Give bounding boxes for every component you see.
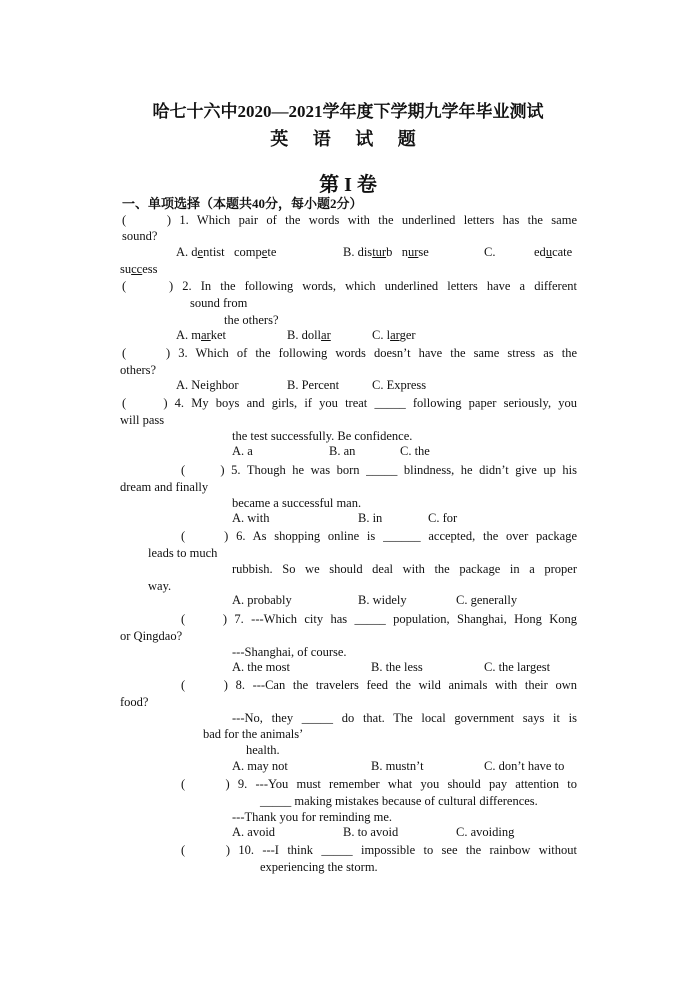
question-7-line-2: or Qingdao? [120, 629, 183, 643]
question-8-line-5: health. [246, 743, 280, 757]
question-4-option-c: C. the [400, 444, 430, 458]
question-3-option-a: A. Neighbor [176, 378, 239, 392]
question-6-line-2: leads to much [148, 546, 218, 560]
question-8-line-1: ( ) 8. ---Can the travelers feed the wild animals with their own [181, 678, 577, 692]
question-5-option-a: A. with [232, 511, 270, 525]
question-6-option-a: A. probably [232, 593, 292, 607]
volume-heading: 第 I 卷 [319, 174, 377, 196]
question-1-option-c-second: success [120, 262, 158, 276]
question-4-line-2: will pass [120, 413, 165, 427]
question-1-line-1: ( ) 1. Which pair of the words with the underlined letters has the same [122, 213, 577, 227]
question-9-option-c: C. avoiding [456, 825, 515, 839]
exam-subject: 英 语 试 题 [270, 129, 426, 149]
question-5-line-3: became a successful man. [232, 496, 362, 510]
question-7-option-b: B. the less [371, 660, 423, 674]
question-5-line-2: dream and finally [120, 480, 209, 494]
question-3-option-c: C. Express [372, 378, 427, 392]
question-2-option-a: A. market [176, 328, 226, 342]
exam-title: 哈七十六中2020—2021学年度下学期九学年毕业测试 [152, 102, 544, 121]
question-1-line-2: sound? [122, 229, 158, 243]
question-2-option-c: C. larger [372, 328, 416, 342]
question-10-line-1: ( ) 10. ---I think _____ impossible to see the rainbow without [181, 843, 577, 857]
question-7-option-a: A. the most [232, 660, 290, 674]
question-1-option-a: A. dentist compete [176, 245, 277, 259]
question-1-option-c-label: C. [484, 245, 496, 259]
question-8-option-c: C. don’t have to [484, 759, 565, 773]
question-8-option-b: B. mustn’t [371, 759, 424, 773]
question-6-line-3: rubbish. So we should deal with the package in a proper [232, 562, 577, 576]
question-4-option-b: B. an [329, 444, 356, 458]
question-8-option-a: A. may not [232, 759, 288, 773]
question-9-option-a: A. avoid [232, 825, 276, 839]
question-1-option-c: educate [534, 245, 573, 259]
question-6-line-4: way. [148, 579, 172, 593]
question-4-option-a: A. a [232, 444, 253, 458]
question-7-line-1: ( ) 7. ---Which city has _____ population, Shanghai, Hong Kong [181, 612, 577, 626]
question-8-line-3: ---No, they _____ do that. The local government says it is [232, 711, 577, 725]
question-4-line-1: ( ) 4. My boys and girls, if you treat _____ following paper seriously, you [122, 396, 577, 410]
question-1-option-b: B. disturb nurse [343, 245, 429, 259]
question-6-line-1: ( ) 6. As shopping online is ______ accepted, the over package [181, 529, 577, 543]
question-5-option-c: C. for [428, 511, 458, 525]
question-5-option-b: B. in [358, 511, 383, 525]
question-5-line-1: ( ) 5. Though he was born _____ blindness, he didn’t give up his [181, 463, 577, 477]
question-7-line-3: ---Shanghai, of course. [232, 645, 347, 659]
question-7-option-c: C. the largest [484, 660, 551, 674]
question-9-line-1: ( ) 9. ---You must remember what you should pay attention to [181, 777, 577, 791]
question-2-line-2: sound from [190, 296, 248, 310]
question-9-option-b: B. to avoid [343, 825, 399, 839]
question-3-line-2: others? [120, 363, 157, 377]
question-9-line-3: ---Thank you for reminding me. [232, 810, 393, 824]
section-heading: 一、单项选择（本题共40分，每小题2分） [122, 196, 363, 211]
question-2-option-b: B. dollar [287, 328, 331, 342]
question-2-line-1: ( ) 2. In the following words, which underlined letters have a different [122, 279, 577, 293]
question-2-line-3: the others? [224, 313, 279, 327]
question-6-option-b: B. widely [358, 593, 407, 607]
question-8-line-4: bad for the animals’ [203, 727, 304, 741]
question-3-line-1: ( ) 3. Which of the following words doesn’t have the same stress as the [122, 346, 577, 360]
question-9-line-2: _____ making mistakes because of cultural differences. [260, 794, 538, 808]
question-10-line-2: experiencing the storm. [260, 860, 378, 874]
question-8-line-2: food? [120, 695, 149, 709]
question-4-line-3: the test successfully. Be confidence. [232, 429, 413, 443]
question-3-option-b: B. Percent [287, 378, 340, 392]
question-6-option-c: C. generally [456, 593, 518, 607]
